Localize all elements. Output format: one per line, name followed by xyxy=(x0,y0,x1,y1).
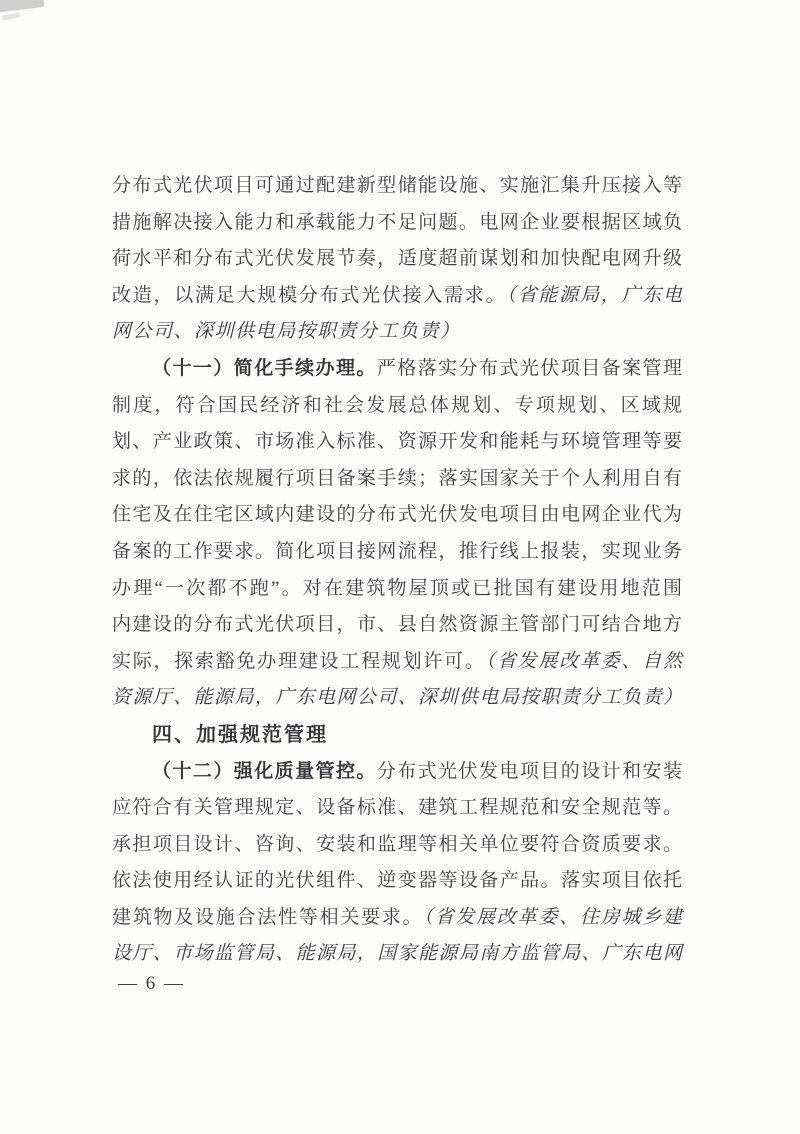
text-line xyxy=(112,534,682,571)
text-segment: 实际，探索豁免办理建设工程规划许可。 xyxy=(112,650,486,672)
text-segment: 备案的工作要求。简化项目接网流程，推行线上报装，实现业务 xyxy=(112,540,682,562)
text-segment: （十二）强化质量管控。 xyxy=(152,760,377,782)
text-line xyxy=(112,863,682,900)
scan-artifact xyxy=(2,12,21,20)
scan-artifact xyxy=(0,0,45,13)
text-segment: 建筑物及设施合法性等相关要求。 xyxy=(112,906,424,928)
text-line xyxy=(112,314,682,351)
text-segment: （省发展改革委、自然 xyxy=(485,650,682,672)
text-line xyxy=(112,278,682,315)
text-segment: 划、产业政策、市场准入标准、资源开发和能耗与环境管理等要 xyxy=(112,431,682,453)
text-line xyxy=(112,900,682,937)
text-segment: 分布式光伏项目可通过配建新型储能设施、实施汇集升压接入等 xyxy=(112,175,682,196)
text-segment: 严格落实分布式光伏项目备案管理 xyxy=(376,357,682,379)
text-segment: 资源厅、能源局，广东电网公司、深圳供电局按职责分工负责） xyxy=(112,687,682,709)
text-line xyxy=(112,351,682,388)
text-segment: 改造，以满足大规模分布式光伏接入需求。 xyxy=(112,284,507,306)
text-segment: 荷水平和分布式光伏发展节奏，适度超前谋划和加快配电网升级 xyxy=(112,248,682,270)
text-segment: 应符合有关管理规定、设备标准、建筑工程规范和安全规范等。 xyxy=(112,797,682,819)
page-number: — 6 — xyxy=(118,973,185,994)
text-line xyxy=(112,571,682,608)
text-segment: 办理“一次都不跑”。对在建筑物屋顶或已批国有建设用地范围 xyxy=(112,577,682,599)
text-segment: （省能源局，广东电 xyxy=(506,284,682,306)
text-line xyxy=(112,754,682,791)
text-segment: 网公司、深圳供电局按职责分工负责） xyxy=(112,321,461,343)
text-line xyxy=(112,790,682,827)
text-segment: （十一）简化手续办理。 xyxy=(152,357,377,379)
text-line xyxy=(112,607,682,644)
text-segment: 制度，符合国民经济和社会发展总体规划、专项规划、区域规 xyxy=(112,394,682,416)
text-line xyxy=(112,424,682,461)
document-body xyxy=(112,168,682,973)
text-segment: 依法使用经认证的光伏组件、逆变器等设备产品。落实项目依托 xyxy=(112,870,682,892)
text-line xyxy=(112,205,682,242)
text-segment: 分布式光伏发电项目的设计和安装 xyxy=(376,760,682,782)
text-line xyxy=(112,827,682,864)
text-segment: 设厅、市场监管局、能源局，国家能源局南方监管局、广东电网 xyxy=(112,943,682,965)
text-line xyxy=(112,497,682,534)
section-heading xyxy=(112,717,682,754)
text-segment: 住宅及在住宅区域内建设的分布式光伏发电项目由电网企业代为 xyxy=(112,504,682,526)
text-line xyxy=(112,680,682,717)
text-segment: 四、加强规范管理 xyxy=(152,723,328,746)
text-segment: 求的，依法依规履行项目备案手续；落实国家关于个人利用自有 xyxy=(112,467,682,489)
text-line xyxy=(112,644,682,681)
text-line xyxy=(112,388,682,425)
text-segment: （省发展改革委、住房城乡建 xyxy=(423,906,682,928)
text-segment: 承担项目设计、咨询、安装和监理等相关单位要符合资质要求。 xyxy=(112,833,682,855)
text-line xyxy=(112,168,682,205)
text-line xyxy=(112,241,682,278)
text-segment: 措施解决接入能力和承载能力不足问题。电网企业要根据区域负 xyxy=(112,211,682,233)
text-line xyxy=(112,461,682,498)
text-line xyxy=(112,936,682,973)
text-segment: 内建设的分布式光伏项目，市、县自然资源主管部门可结合地方 xyxy=(112,614,682,636)
